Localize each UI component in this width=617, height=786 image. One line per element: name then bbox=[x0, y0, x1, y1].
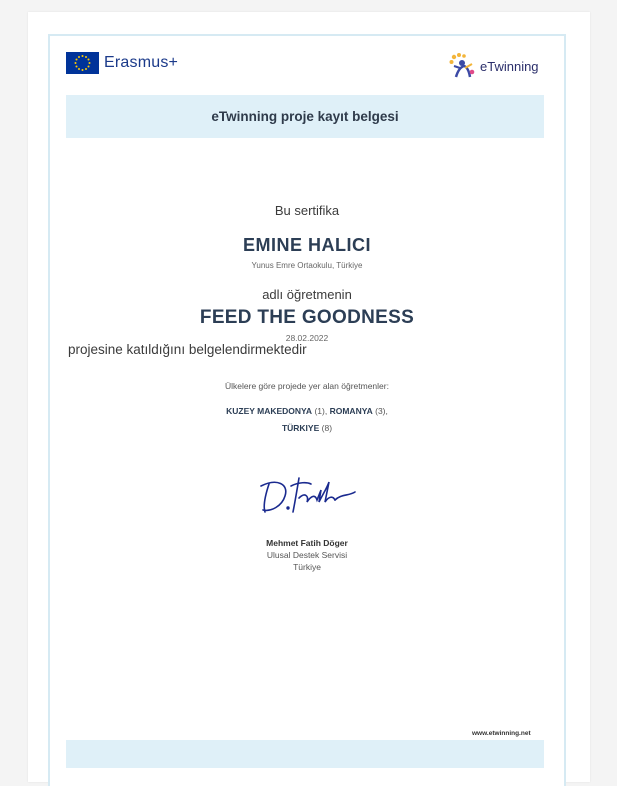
country-separator: , bbox=[385, 406, 388, 416]
country-count: (3) bbox=[375, 406, 386, 416]
document-title: eTwinning proje kayıt belgesi bbox=[66, 95, 544, 138]
erasmus-logo-text: Erasmus+ bbox=[104, 54, 179, 71]
signer-name: Mehmet Fatih Döger bbox=[266, 538, 348, 548]
country-separator: , bbox=[324, 406, 328, 416]
country-count: (8) bbox=[321, 423, 333, 433]
country-name: ROMANYA bbox=[329, 406, 373, 416]
signer-country: Türkiye bbox=[293, 562, 321, 572]
signature-image bbox=[255, 470, 365, 520]
country-name: TÜRKIYE bbox=[281, 423, 320, 433]
teacher-name: EMINE HALICI bbox=[242, 235, 371, 255]
countries-line-2 bbox=[48, 423, 566, 433]
eu-flag-icon bbox=[66, 52, 99, 74]
teacher-suffix: adlı öğretmenin bbox=[262, 287, 352, 302]
certificate-intro: Bu sertifika bbox=[274, 203, 340, 218]
erasmus-logo bbox=[66, 51, 178, 75]
website-link[interactable]: www.etwinning.net bbox=[472, 730, 531, 737]
signer-role: Ulusal Destek Servisi bbox=[266, 550, 348, 560]
etwinning-logo-text: eTwinning bbox=[480, 58, 539, 74]
countries-intro: Ülkelere göre projede yer alan öğretmenler: bbox=[225, 381, 389, 391]
etwinning-logo bbox=[448, 52, 539, 80]
country-count: (1) bbox=[314, 406, 325, 416]
country-name: KUZEY MAKEDONYA bbox=[226, 406, 313, 416]
certificate-closing: projesine katıldığını belgelendirmektedir bbox=[68, 342, 307, 357]
project-name: FEED THE GOODNESS bbox=[199, 307, 415, 328]
footer-band bbox=[66, 740, 544, 768]
certificate-date: 28.02.2022 bbox=[285, 333, 329, 343]
teacher-school: Yunus Emre Ortaokulu, Türkiye bbox=[251, 261, 363, 270]
countries-line-1 bbox=[48, 406, 566, 416]
etwinning-mark-icon bbox=[448, 52, 478, 80]
